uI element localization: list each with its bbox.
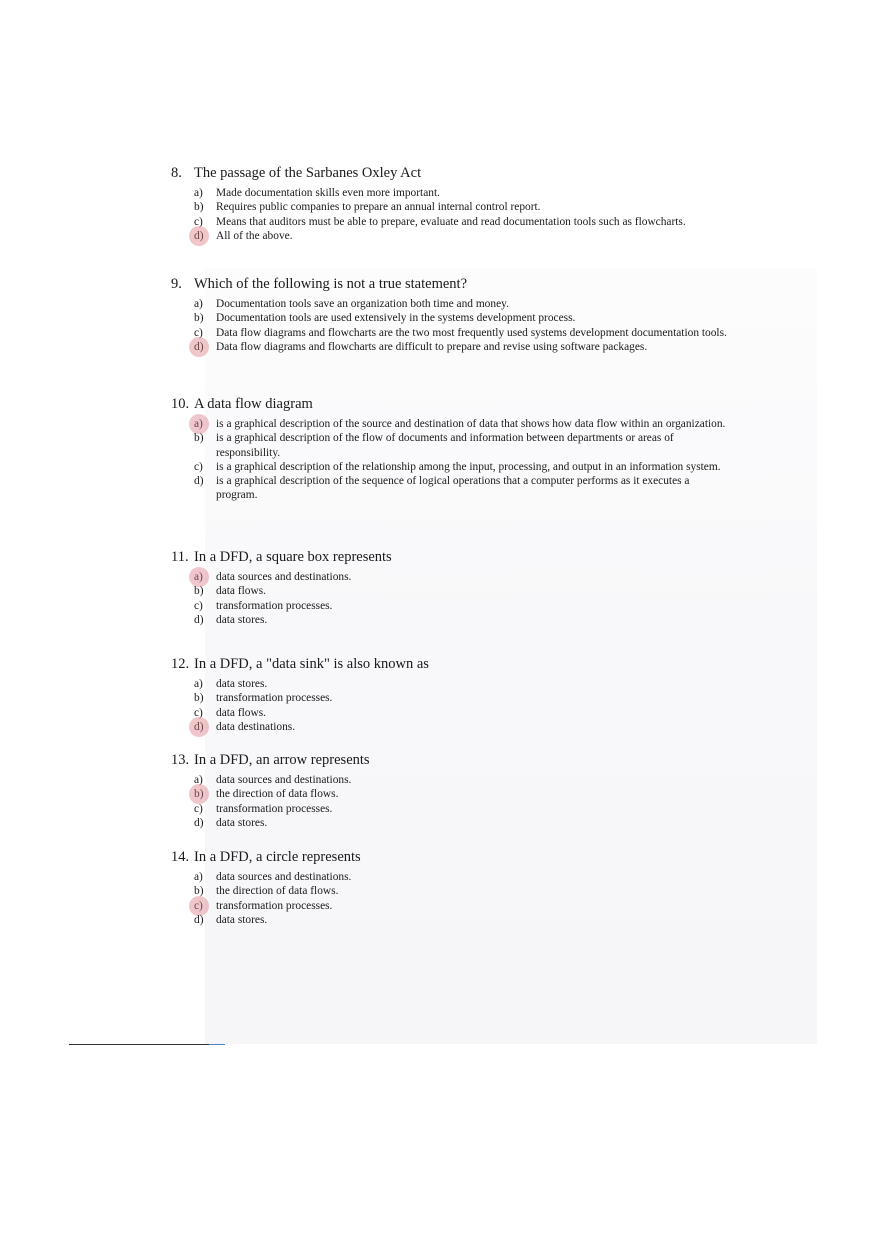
option-letter: a) [194,418,203,430]
option-text: is a graphical description of the flow of documents and information between departments or areas of responsibility. [216,432,674,459]
option-text: Made documentation skills even more important. [216,187,440,199]
option-text: Data flow diagrams and flowcharts are the two most frequently used systems development documentation tools. [216,326,727,339]
option-text: the direction of data flows. [216,788,339,801]
option-text: is a graphical description of the relationship among the input, processing, and output in an information system. [216,460,721,473]
option-letter: a) [194,298,203,310]
option-letter: a) [194,187,203,199]
option-text: data stores. [216,678,268,690]
option-text: data flows. [216,706,266,719]
answer-option[interactable] [171,599,731,613]
question-heading [171,655,731,677]
option-letter: a) [194,774,203,786]
answer-option-selected[interactable] [171,899,731,913]
option-text: All of the above. [216,229,293,242]
option-letter: d) [194,816,204,829]
footnote-rule-accent [209,1044,225,1045]
answer-option[interactable] [171,691,731,705]
option-text: data destinations. [216,720,296,733]
question-number: 13. [171,752,190,768]
question-8 [171,164,731,243]
question-text: In a DFD, a "data sink" is also known as [194,656,429,672]
answer-options [171,677,731,734]
question-heading [171,395,731,417]
option-letter: c) [194,326,203,339]
option-letter: c) [194,460,203,473]
answer-option-selected[interactable] [171,340,731,354]
answer-option[interactable] [171,816,731,830]
answer-option-selected[interactable] [171,720,731,734]
answer-options [171,186,731,243]
question-text: Which of the following is not a true statement? [194,276,468,292]
answer-options [171,417,731,503]
question-number: 10. [171,396,190,412]
answer-option[interactable] [171,802,731,816]
answer-options [171,297,731,354]
question-number: 8. [171,165,182,181]
answer-option[interactable] [171,773,731,787]
option-letter: d) [194,720,204,733]
option-text: data sources and destinations. [216,774,352,786]
option-text: Requires public companies to prepare an annual internal control report. [216,201,541,214]
answer-options [171,773,731,830]
question-text: In a DFD, a circle represents [194,849,361,865]
question-text: In a DFD, a square box represents [194,549,392,565]
option-text: data stores. [216,913,268,926]
option-letter: c) [194,802,203,815]
answer-options [171,570,731,627]
option-text: transformation processes. [216,802,333,815]
option-letter: a) [194,571,203,583]
option-letter: b) [194,885,204,898]
option-letter: b) [194,201,204,214]
option-text: data sources and destinations. [216,871,352,883]
option-letter: b) [194,312,204,325]
option-text: Data flow diagrams and flowcharts are difficult to prepare and revise using software packages. [216,340,648,353]
answer-option[interactable] [171,884,731,898]
answer-option-selected[interactable] [171,229,731,243]
question-13 [171,751,731,830]
option-text: Documentation tools save an organization both time and money. [216,298,509,310]
question-text: In a DFD, an arrow represents [194,752,370,768]
option-letter: c) [194,899,203,912]
option-text: data flows. [216,585,266,598]
option-letter: c) [194,706,203,719]
answer-option[interactable] [171,460,731,474]
option-text: Documentation tools are used extensively in the systems development process. [216,312,576,325]
answer-option[interactable] [171,215,731,229]
option-text: data stores. [216,816,268,829]
answer-option[interactable] [171,584,731,598]
answer-option[interactable] [171,297,731,311]
option-letter: d) [194,340,204,353]
question-heading [171,275,731,297]
option-text: transformation processes. [216,599,333,612]
option-letter: d) [194,229,204,242]
option-letter: d) [194,475,204,488]
question-heading [171,751,731,773]
answer-option[interactable] [171,474,731,503]
answer-option[interactable] [171,431,731,460]
option-text: the direction of data flows. [216,885,339,898]
question-11 [171,548,731,627]
answer-options [171,870,731,927]
option-text: is a graphical description of the sequence of logical operations that a computer performs as it executes a program. [216,475,690,502]
footnote-rule [69,1044,209,1045]
question-heading [171,164,731,186]
option-letter: c) [194,599,203,612]
question-number: 14. [171,849,190,865]
question-number: 11. [171,549,189,565]
option-letter: b) [194,788,204,801]
answer-option[interactable] [171,613,731,627]
question-text: A data flow diagram [194,396,313,412]
option-letter: b) [194,585,204,598]
option-letter: a) [194,678,203,690]
option-letter: b) [194,432,204,445]
option-text: transformation processes. [216,692,333,705]
answer-option-selected[interactable] [171,570,731,584]
answer-option-selected[interactable] [171,417,731,431]
answer-option[interactable] [171,186,731,200]
answer-option-selected[interactable] [171,787,731,801]
answer-option[interactable] [171,677,731,691]
answer-option[interactable] [171,200,731,214]
question-9 [171,275,731,354]
question-12 [171,655,731,734]
answer-option[interactable] [171,311,731,325]
answer-option[interactable] [171,913,731,927]
option-letter: d) [194,913,204,926]
option-text: transformation processes. [216,899,333,912]
question-10 [171,395,731,503]
question-number: 9. [171,276,182,292]
answer-option[interactable] [171,326,731,340]
answer-option[interactable] [171,706,731,720]
option-letter: b) [194,692,204,705]
option-text: Means that auditors must be able to prepare, evaluate and read documentation tools such as flowcharts. [216,215,686,228]
question-heading [171,548,731,570]
question-heading [171,848,731,870]
question-14 [171,848,731,927]
option-text: is a graphical description of the source and destination of data that shows how data flow within an organization. [216,418,726,430]
option-letter: c) [194,215,203,228]
question-number: 12. [171,656,190,672]
option-letter: a) [194,871,203,883]
option-text: data sources and destinations. [216,571,352,583]
option-text: data stores. [216,613,268,626]
option-letter: d) [194,613,204,626]
question-text: The passage of the Sarbanes Oxley Act [194,165,422,181]
answer-option[interactable] [171,870,731,884]
